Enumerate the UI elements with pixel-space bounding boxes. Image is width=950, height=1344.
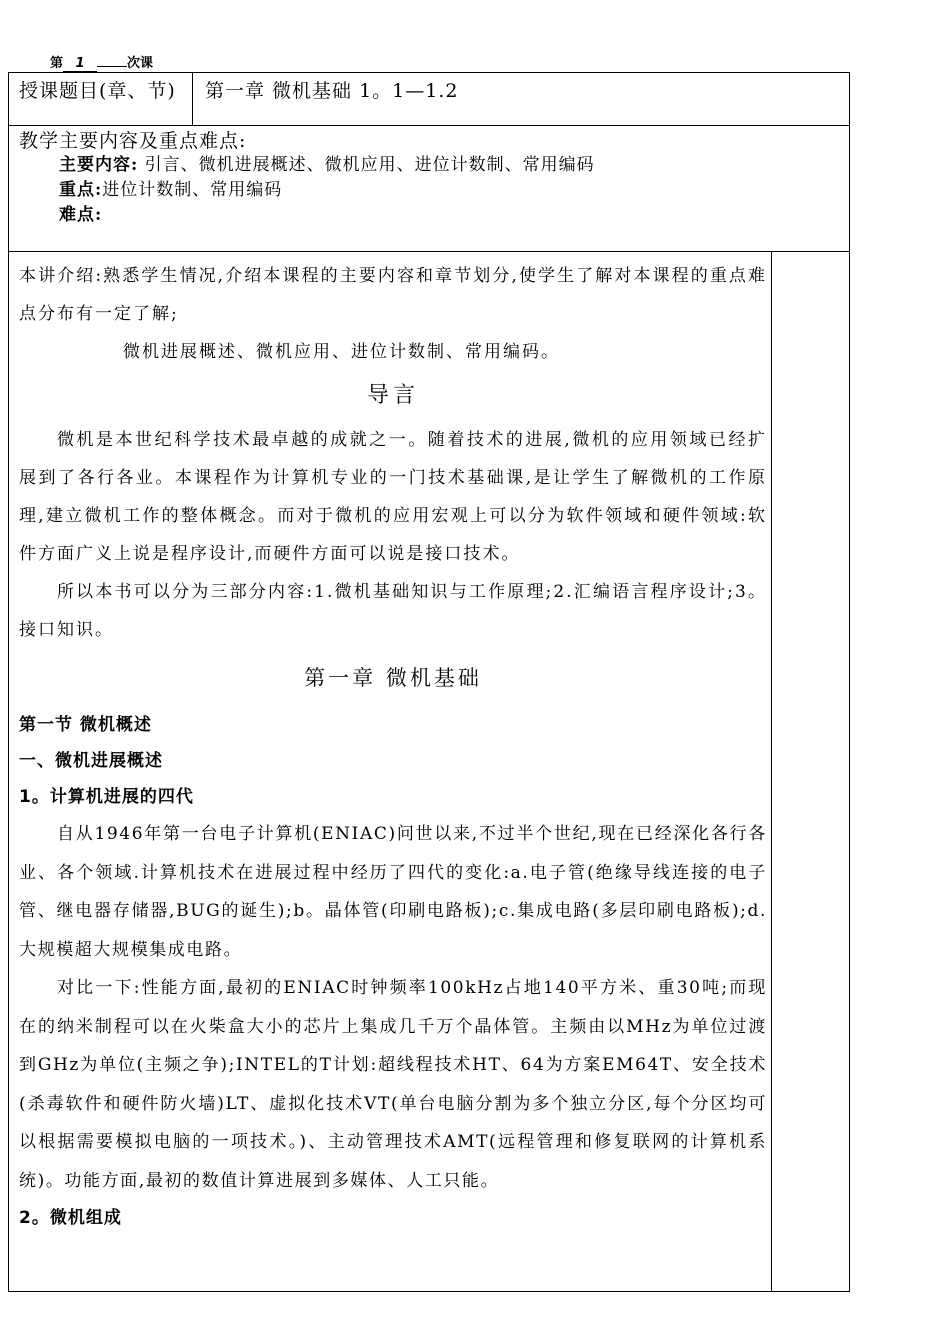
item-1-paragraph-2: 对比一下:性能方面,最初的ENIAC时钟频率100kHz占地140平方米、重30吨;而现在的纳米制程可以在火柴盒大小的芯片上集成几千万个晶体管。主频由以MHz为单位过渡到GHz为单位(主频之争);INTEL的T计划:超线程技术HT、64为方案EM64T、安全技术(杀毒软件和硬件防火墙)LT、虚拟化技术VT(单台电脑分割为多个独立分区,每个分区均可以根据需要模拟电脑的一项技术。)、主动管理技术AMT(远程管理和修复联网的计算机系统)。功能方面,最初的数值计算进展到多媒体、人工只能。 bbox=[19, 978, 767, 1191]
intro-paragraph: 本讲介绍:熟悉学生情况,介绍本课程的主要内容和章节划分,使学生了解对本课程的重点难点分布有一定了解; bbox=[19, 266, 767, 324]
item-heading-2: 2。微机组成 bbox=[19, 1208, 122, 1228]
main-content-row bbox=[59, 153, 595, 177]
contents-heading: 教学主要内容及重点难点: bbox=[19, 130, 247, 152]
main-content-label: 主要内容: bbox=[59, 155, 139, 175]
guide-paragraph-1: 微机是本世纪科学技术最卓越的成就之一。随着技术的进展,微机的应用领域已经扩展到了各行各业。本课程作为计算机专业的一门技术基础课,是让学生了解微机的工作原理,建立微机工作的整体概念。而对于微机的应用宏观上可以分为软件领域和硬件领域:软件方面广义上说是程序设计,而硬件方面可以说是接口技术。 bbox=[19, 430, 767, 564]
item-1-paragraph-1: 自从1946年第一台电子计算机(ENIAC)问世以来,不过半个世纪,现在已经深化各行各业、各个领域.计算机技术在进展过程中经历了四代的变化:a.电子管(绝缘导线连接的电子管、继电器存储器,BUG的诞生);b。晶体管(印刷电路板);c.集成电路(多层印刷电路板);d.大规模超大规模集成电路。 bbox=[19, 824, 767, 960]
main-content-value: 引言、微机进展概述、微机应用、进位计数制、常用编码 bbox=[138, 155, 595, 175]
col-divider-topic bbox=[192, 73, 193, 125]
intro-topics: 微机进展概述、微机应用、进位计数制、常用编码。 bbox=[123, 342, 560, 362]
key-points-value: 进位计数制、常用编码 bbox=[102, 180, 283, 200]
lesson-table bbox=[8, 72, 850, 1292]
guide-title: 导言 bbox=[366, 383, 419, 408]
row-divider-topic bbox=[9, 125, 849, 126]
subsection-heading: 一、微机进展概述 bbox=[19, 751, 163, 771]
item-heading-1: 1。计算机进展的四代 bbox=[19, 787, 194, 807]
lesson-suffix: 次课 bbox=[127, 56, 154, 71]
key-points-label: 重点: bbox=[59, 180, 103, 200]
lecture-body bbox=[19, 257, 767, 1236]
lesson-number: 1 bbox=[63, 56, 97, 72]
topic-label: 授课题目(章、节) bbox=[19, 80, 176, 102]
key-points-row bbox=[59, 178, 282, 202]
lesson-number-line bbox=[50, 52, 153, 72]
row-divider-contents bbox=[9, 251, 849, 252]
col-divider-notes bbox=[771, 251, 772, 1291]
difficult-points-row bbox=[59, 203, 102, 227]
chapter-title: 第一章 微机基础 bbox=[304, 666, 482, 690]
lesson-prefix: 第 bbox=[50, 56, 64, 71]
section-heading: 第一节 微机概述 bbox=[19, 715, 152, 735]
difficult-points-label: 难点: bbox=[59, 205, 103, 225]
guide-paragraph-2: 所以本书可以分为三部分内容:1.微机基础知识与工作原理;2.汇编语言程序设计;3。接口知识。 bbox=[19, 582, 767, 640]
topic-value: 第一章 微机基础 1。1—1.2 bbox=[205, 80, 459, 102]
lesson-blank bbox=[97, 66, 127, 67]
